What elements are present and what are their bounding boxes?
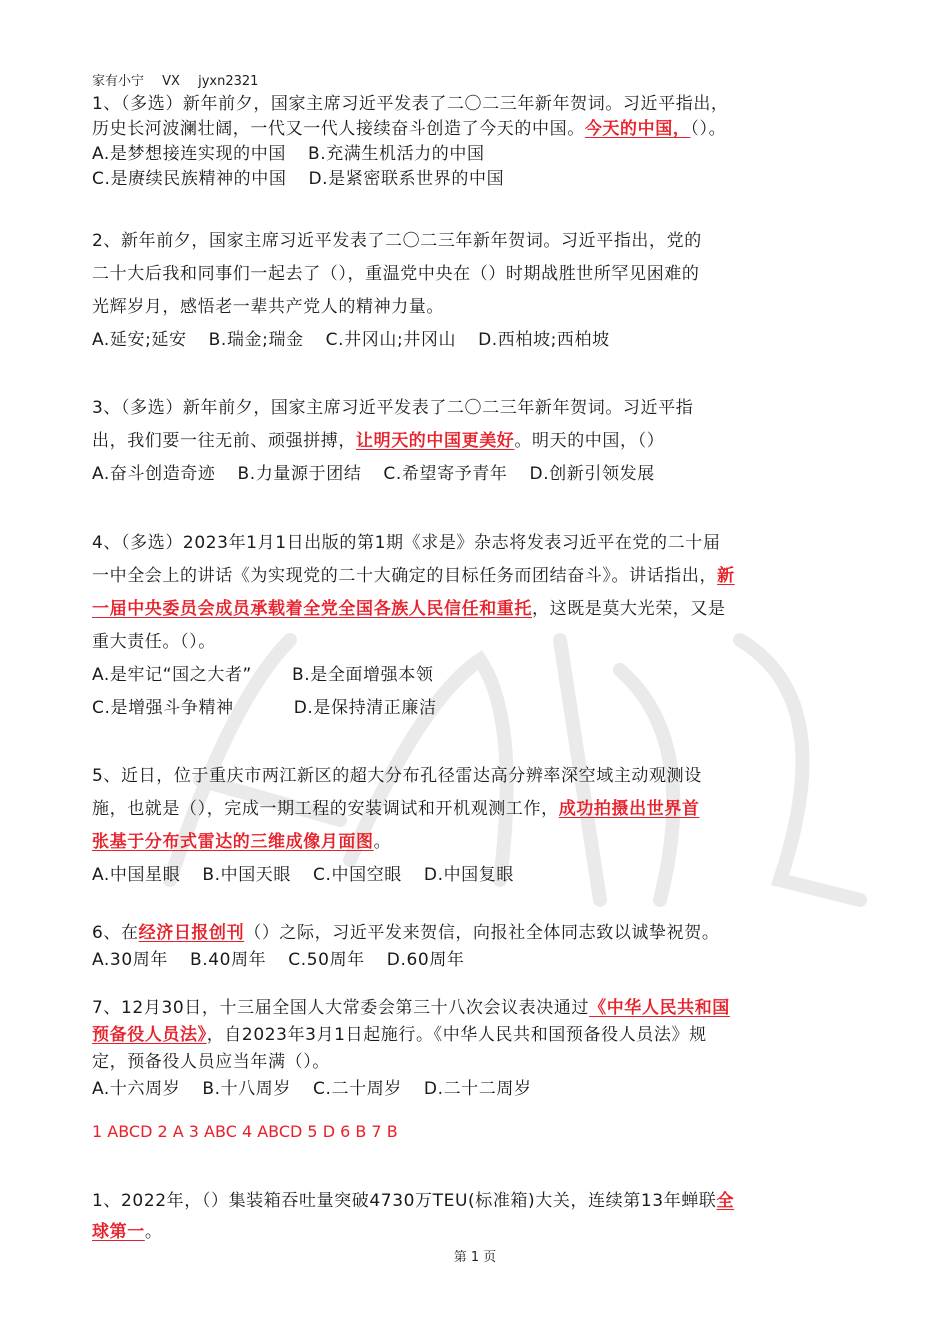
option-a: A.30周年 bbox=[92, 950, 168, 970]
question-text: 重大责任。（）。 bbox=[92, 632, 216, 652]
question-text: 2、新年前夕，国家主席习近平发表了二〇二三年新年贺词。习近平指出，党的 bbox=[92, 231, 702, 251]
option-b: B.中国天眼 bbox=[202, 865, 292, 885]
option-c: C.50周年 bbox=[288, 950, 365, 970]
highlight-text: 新 bbox=[717, 566, 735, 586]
answer-key: 1 ABCD 2 A 3 ABC 4 ABCD 5 D 6 B 7 B bbox=[92, 1122, 398, 1141]
highlight-text: 一届中央委员会成员承载着全党全国各族人民信任和重托 bbox=[92, 599, 532, 619]
question-4 bbox=[92, 527, 862, 725]
options-row bbox=[92, 458, 862, 491]
option-d: D.二十二周岁 bbox=[423, 1079, 532, 1099]
highlight-text: 今天的中国， bbox=[584, 119, 691, 139]
header-name: 家有小宁 bbox=[92, 74, 145, 89]
highlight-text: 预备役人员法》 bbox=[92, 1025, 207, 1045]
question-text: 定，预备役人员应当年满（）。 bbox=[92, 1052, 330, 1072]
options-row bbox=[92, 324, 862, 357]
option-a: A.延安;延安 bbox=[92, 330, 187, 350]
question-1 bbox=[92, 92, 862, 192]
option-b: B.十八周岁 bbox=[202, 1079, 292, 1099]
question-text: 4、（多选）2023年1月1日出版的第1期《求是》杂志将发表习近平在党的二十届 bbox=[92, 533, 721, 553]
option-b: B.是全面增强本领 bbox=[291, 665, 434, 685]
question-5 bbox=[92, 760, 862, 892]
question-text: 光辉岁月，感悟老一辈共产党人的精神力量。 bbox=[92, 297, 444, 317]
option-b: B.40周年 bbox=[189, 950, 267, 970]
options-row bbox=[92, 659, 862, 692]
options-row bbox=[92, 167, 862, 192]
question-text: 1、（多选）新年前夕，国家主席习近平发表了二〇二三年新年贺词。习近平指出， bbox=[92, 94, 729, 114]
highlight-text: 《中华人民共和国 bbox=[589, 998, 730, 1018]
option-b: B.力量源于团结 bbox=[237, 464, 362, 484]
header-id: jyxn2321 bbox=[198, 74, 259, 89]
header-vx: VX bbox=[162, 74, 180, 89]
question-text: 一中全会上的讲话《为实现党的二十大确定的目标任务而团结奋斗》。讲话指出，新 bbox=[92, 566, 735, 586]
options-row bbox=[92, 947, 862, 974]
option-c: C.是赓续民族精神的中国 bbox=[92, 169, 287, 189]
question-text: 历史长河波澜壮阔，一代又一代人接续奋斗创造了今天的中国。今天的中国，（）。 bbox=[92, 119, 727, 139]
option-a: A.十六周岁 bbox=[92, 1079, 181, 1099]
question-text: 预备役人员法》，自2023年3月1日起施行。《中华人民共和国预备役人员法》规 bbox=[92, 1025, 707, 1045]
question-text: 球第一。 bbox=[92, 1222, 163, 1242]
question-3 bbox=[92, 392, 862, 491]
option-c: C.希望寄予青年 bbox=[383, 464, 508, 484]
highlight-text: 全 bbox=[716, 1191, 735, 1211]
option-d: D.60周年 bbox=[386, 950, 465, 970]
option-c: C.是增强斗争精神 bbox=[92, 698, 234, 718]
question-text: 7、12月30日，十三届全国人大常委会第三十八次会议表决通过《中华人民共和国 bbox=[92, 998, 730, 1018]
highlight-text: 成功拍摄出世界首 bbox=[558, 799, 700, 819]
question-text: 3、（多选）新年前夕，国家主席习近平发表了二〇二三年新年贺词。习近平指 bbox=[92, 398, 694, 418]
option-d: D.是紧密联系世界的中国 bbox=[308, 169, 505, 189]
question-text: 二十大后我和同事们一起去了（），重温党中央在（）时期战胜世所罕见困难的 bbox=[92, 264, 700, 284]
option-b: B.充满生机活力的中国 bbox=[307, 144, 485, 164]
question-text: 6、在经济日报创刊（）之际，习近平发来贺信，向报社全体同志致以诚挚祝贺。 bbox=[92, 923, 720, 943]
page-number: 第 1 页 bbox=[453, 1250, 497, 1265]
options-row bbox=[92, 859, 862, 892]
question-next-1 bbox=[92, 1186, 862, 1248]
options-row bbox=[92, 142, 862, 167]
question-7 bbox=[92, 995, 862, 1103]
question-text: 出，我们要一往无前、顽强拼搏，让明天的中国更美好。明天的中国，（） bbox=[92, 431, 665, 451]
question-text: 张基于分布式雷达的三维成像月面图。 bbox=[92, 832, 392, 852]
options-row bbox=[92, 1076, 862, 1103]
question-text: 5、近日，位于重庆市两江新区的超大分布孔径雷达高分辨率深空域主动观测设 bbox=[92, 766, 702, 786]
highlight-text: 球第一 bbox=[92, 1222, 145, 1242]
option-a: A.是梦想接连实现的中国 bbox=[92, 144, 286, 164]
question-text: 一届中央委员会成员承载着全党全国各族人民信任和重托，这既是莫大光荣，又是 bbox=[92, 599, 726, 619]
option-b: B.瑞金;瑞金 bbox=[208, 330, 304, 350]
highlight-text: 张基于分布式雷达的三维成像月面图 bbox=[92, 832, 374, 852]
option-a: A.是牢记“国之大者” bbox=[92, 665, 252, 685]
option-d: D.中国复眼 bbox=[423, 865, 514, 885]
option-d: D.创新引领发展 bbox=[529, 464, 655, 484]
option-d: D.是保持清正廉洁 bbox=[293, 698, 437, 718]
options-row bbox=[92, 692, 862, 725]
option-c: C.井冈山;井冈山 bbox=[325, 330, 457, 350]
option-c: C.中国空眼 bbox=[313, 865, 402, 885]
page-header bbox=[92, 70, 272, 89]
question-text: 1、2022年，（）集装箱吞吐量突破4730万TEU(标准箱)大关，连续第13年蝉联全 bbox=[92, 1191, 735, 1211]
question-2 bbox=[92, 225, 862, 357]
highlight-text: 让明天的中国更美好 bbox=[356, 431, 515, 451]
question-text: 施，也就是（），完成一期工程的安装调试和开机观测工作，成功拍摄出世界首 bbox=[92, 799, 700, 819]
option-a: A.中国星眼 bbox=[92, 865, 181, 885]
option-c: C.二十周岁 bbox=[313, 1079, 402, 1099]
option-a: A.奋斗创造奇迹 bbox=[92, 464, 216, 484]
question-6 bbox=[92, 920, 862, 974]
highlight-text: 经济日报创刊 bbox=[138, 923, 245, 943]
option-d: D.西柏坡;西柏坡 bbox=[478, 330, 610, 350]
